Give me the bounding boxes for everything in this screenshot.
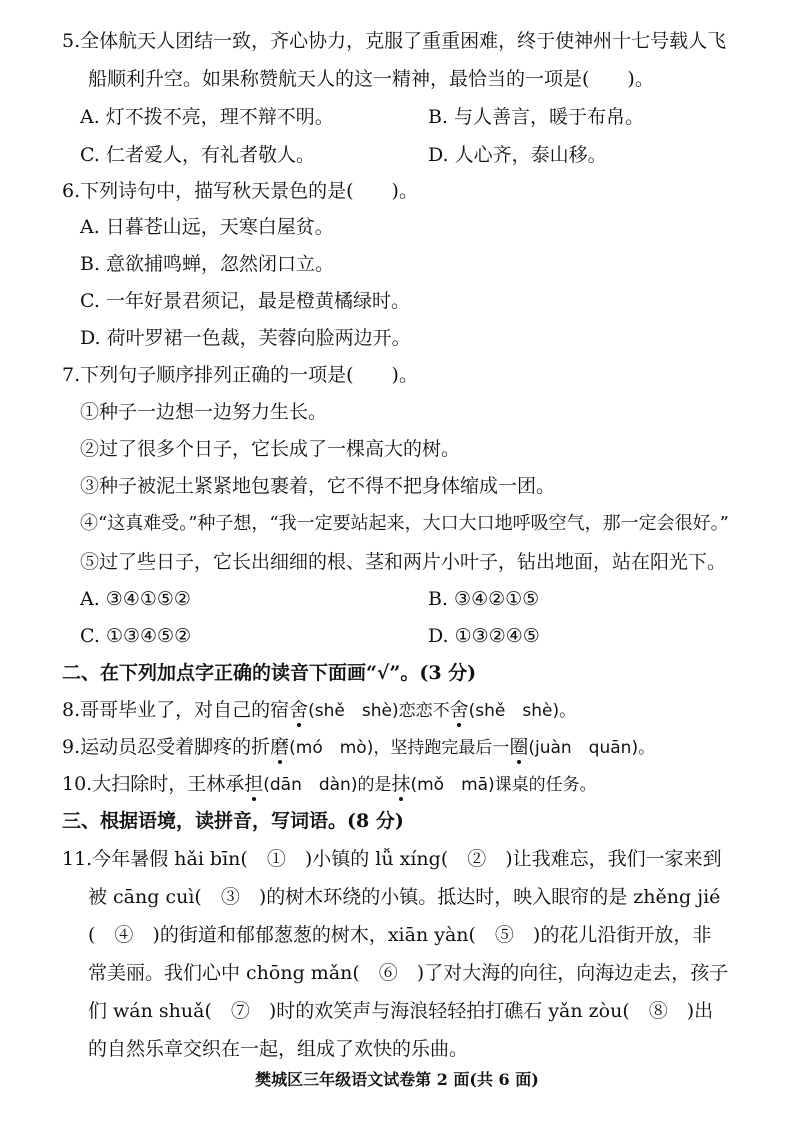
q7-sentence-2: ②过了很多个日子，它长成了一棵高大的树。 xyxy=(80,438,461,460)
q9-dotted-char-2: 圈 xyxy=(509,736,529,758)
q8-dotted-char-1: 舍 xyxy=(289,699,309,721)
section2-title: 二、在下列加点字正确的读音下面画“√”。(3 分) xyxy=(62,662,477,684)
q6-stem: 6.下列诗句中，描写秋天景色的是( )。 xyxy=(62,180,418,202)
q9-part3: (juàn quān)。 xyxy=(528,738,656,758)
q5-option-d: D. 人心齐，泰山移。 xyxy=(428,144,607,166)
q7-sentence-5: ⑤过了些日子，它长出细细的根、茎和两片小叶子，钻出地面，站在阳光下。 xyxy=(80,551,727,573)
q7-sentence-3: ③种子被泥土紧紧地包裹着，它不得不把身体缩成一团。 xyxy=(80,475,556,497)
q10-part2: (dān dàn)的是 xyxy=(263,775,392,795)
q8-part2: (shě shè)恋恋不 xyxy=(308,701,450,721)
q5-stem-line1: 5.全体航天人团结一致，齐心协力，克服了重重困难，终于使神州十七号载人飞 xyxy=(62,30,727,52)
q11-line2: 被 cāng cuì( ③ )的树木环绕的小镇。抵达时，映入眼帘的是 zhěng jié xyxy=(88,886,721,908)
q10-dotted-char-2: 抹 xyxy=(391,773,411,795)
q10-dotted-char-1: 担 xyxy=(244,773,264,795)
q5-stem-line2: 船顺利升空。如果称赞航天人的这一精神，最恰当的一项是( )。 xyxy=(88,68,654,90)
q5-option-b: B. 与人善言，暖于布帛。 xyxy=(428,106,645,128)
q6-option-d: D. 荷叶罗裙一色裁，芙蓉向脸两边开。 xyxy=(80,327,411,349)
q6-option-a: A. 日暮苍山远，天寒白屋贫。 xyxy=(80,216,334,238)
q8-dotted-char-2: 舍 xyxy=(449,699,469,721)
q6-option-c: C. 一年好景君须记，最是橙黄橘绿时。 xyxy=(80,290,410,312)
q9-part1: 9.运动员忍受着脚疼的折 xyxy=(62,736,271,758)
q7-option-b: B. ③④②①⑤ xyxy=(428,588,540,610)
section3-title: 三、根据语境，读拼音，写词语。(8 分) xyxy=(62,810,404,832)
q7-option-d: D. ①③②④⑤ xyxy=(428,625,540,647)
q6-option-b: B. 意欲捕鸣蝉，忽然闭口立。 xyxy=(80,253,335,275)
q11-line6: 的自然乐章交织在一起，组成了欢快的乐曲。 xyxy=(88,1038,469,1060)
q5-option-c: C. 仁者爱人，有礼者敬人。 xyxy=(80,144,315,166)
q5-option-a: A. 灯不拨不亮，理不辩不明。 xyxy=(80,106,334,128)
q10-part1: 10.大扫除时，王林承 xyxy=(62,773,245,795)
q10-part3: (mǒ mā)课桌的任务。 xyxy=(410,775,597,795)
q8-line xyxy=(62,701,576,720)
q8-part1: 8.哥哥毕业了，对自己的宿 xyxy=(62,699,290,721)
q11-line5: 们 wán shuǎ( ⑦ )时的欢笑声与海浪轻轻拍打礁石 yǎn zòu( ⑧ )出 xyxy=(88,1000,714,1022)
q9-dotted-char-1: 磨 xyxy=(270,736,290,758)
q7-sentence-1: ①种子一边想一边努力生长。 xyxy=(80,401,328,423)
q10-line xyxy=(62,775,597,794)
q8-part3: (shě shè)。 xyxy=(468,701,577,721)
q9-part2: (mó mò)，坚持跑完最后一 xyxy=(289,738,510,758)
q7-option-a: A. ③④①⑤② xyxy=(80,588,191,610)
q9-line xyxy=(62,738,655,757)
page-footer: 樊城区三年级语文试卷第 2 面(共 6 面) xyxy=(255,1070,539,1089)
q11-line1: 11.今年暑假 hǎi bīn( ① )小镇的 lǚ xíng( ② )让我难忘，我们一家来到 xyxy=(62,848,722,870)
q11-line3: ( ④ )的街道和郁郁葱葱的树木，xiān yàn( ⑤ )的花儿沿街开放，非 xyxy=(88,924,712,946)
q7-sentence-4: ④“这真难受。”种子想，“我一定要站起来，大口大口地呼吸空气，那一定会很好。” xyxy=(80,513,729,534)
q7-option-c: C. ①③④⑤② xyxy=(80,625,192,647)
q11-line4: 常美丽。我们心中 chōng mǎn( ⑥ )了对大海的向往，向海边走去，孩子 xyxy=(88,962,729,984)
q7-stem: 7.下列句子顺序排列正确的一项是( )。 xyxy=(62,364,418,386)
